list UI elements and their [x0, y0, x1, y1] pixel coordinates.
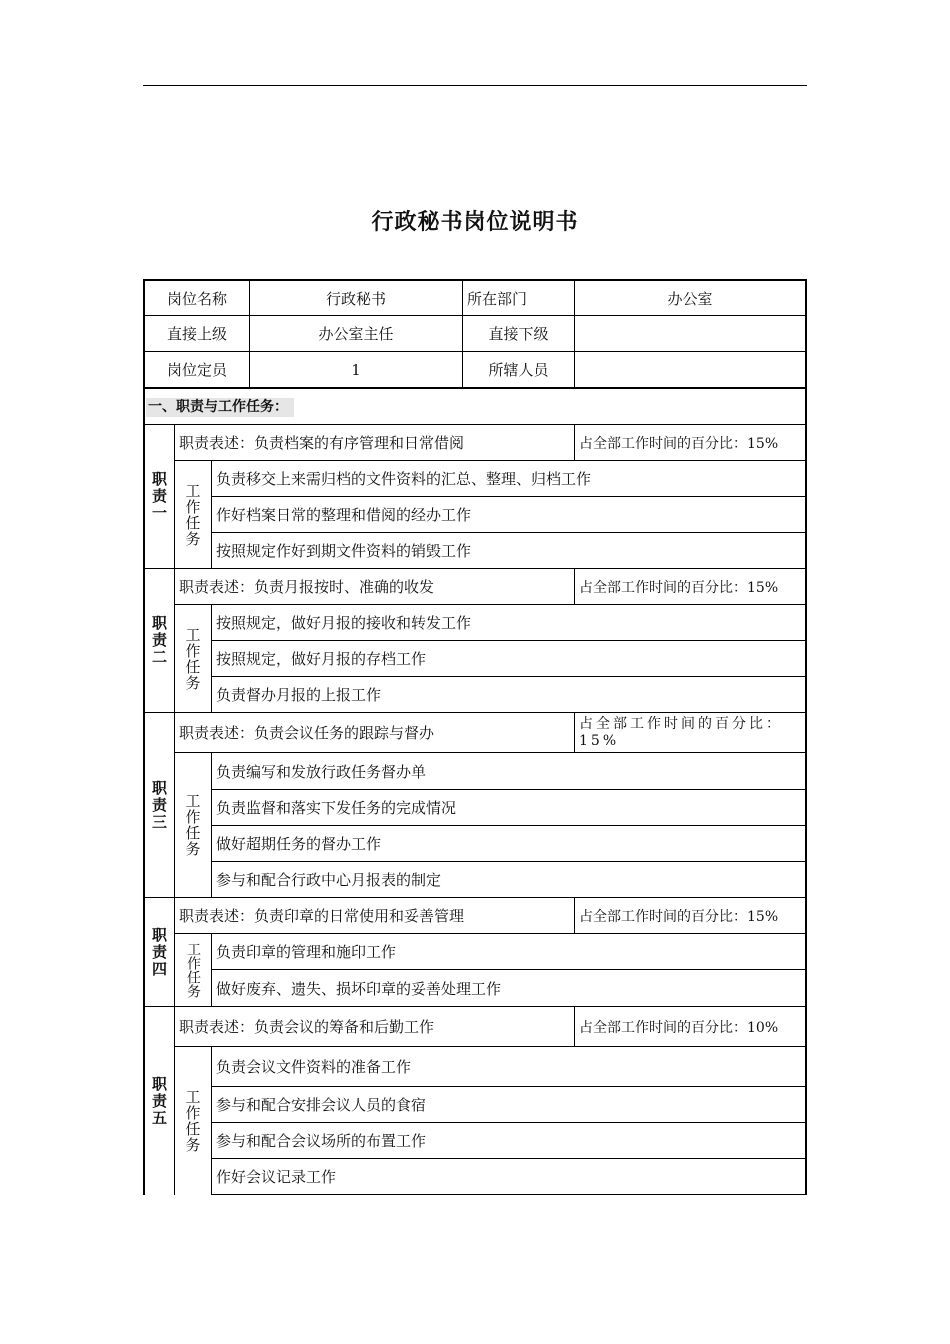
- duty-3-time-pct: 占全部工作时间的百分比：15%: [579, 715, 783, 749]
- subordinate-value: [575, 316, 805, 351]
- duty-5-task-label: 工作任务: [183, 1089, 202, 1153]
- duty-4-task-label: 工作任务: [185, 942, 201, 998]
- duty-5-label: 职责五: [150, 1075, 168, 1127]
- duty-1-task-3: 按照规定作好到期文件资料的销毁工作: [216, 542, 472, 560]
- headcount-label: 岗位定员: [166, 361, 227, 379]
- duty-3-label: 职责三: [150, 779, 168, 831]
- row-divider: [212, 1194, 805, 1195]
- row-divider: [145, 387, 805, 389]
- duty-4-time-pct: 占全部工作时间的百分比：15%: [579, 908, 779, 925]
- header-rule: [143, 85, 807, 86]
- duty-1-description: 职责表述：负责档案的有序管理和日常借阅: [179, 434, 465, 452]
- duty-3-task-2: 负责监督和落实下发任务的完成情况: [216, 799, 457, 817]
- headcount-value: 1: [351, 360, 361, 379]
- duty-4-task-1: 负责印章的管理和施印工作: [216, 943, 397, 961]
- duty-3-task-3: 做好超期任务的督办工作: [216, 835, 382, 853]
- duty-3-task-4: 参与和配合行政中心月报表的制定: [216, 871, 442, 889]
- managed-staff-label: 所辖人员: [488, 361, 549, 379]
- duty-1-task-label: 工作任务: [183, 482, 202, 547]
- duty-1-task-2: 作好档案日常的整理和借阅的经办工作: [216, 506, 472, 524]
- duty-2-task-3: 负责督办月报的上报工作: [216, 686, 382, 704]
- duty-2-label: 职责二: [150, 615, 168, 666]
- duty-5-task-3: 参与和配合会议场所的布置工作: [216, 1132, 427, 1150]
- duty-1-task-1: 负责移交上来需归档的文件资料的汇总、整理、归档工作: [216, 470, 592, 488]
- duty-2-task-label: 工作任务: [183, 626, 202, 691]
- duty-2-task-2: 按照规定，做好月报的存档工作: [216, 650, 427, 668]
- department-value: 办公室: [667, 289, 713, 308]
- duty-2-description: 职责表述：负责月报按时、准确的收发: [179, 578, 435, 596]
- duty-1-time-pct: 占全部工作时间的百分比：15%: [579, 435, 779, 452]
- superior-value: 办公室主任: [318, 325, 394, 343]
- duty-1-label: 职责一: [150, 471, 168, 522]
- superior-label: 直接上级: [166, 325, 227, 343]
- position-name-label: 岗位名称: [166, 289, 227, 308]
- duty-4-label: 职责四: [150, 926, 168, 978]
- duty-2-task-1: 按照规定，做好月报的接收和转发工作: [216, 614, 472, 632]
- duty-5-description: 职责表述：负责会议的筹备和后勤工作: [179, 1018, 435, 1036]
- subordinate-label: 直接下级: [488, 325, 549, 343]
- duty-3-task-1: 负责编写和发放行政任务督办单: [216, 762, 427, 781]
- duty-5-task-1: 负责会议文件资料的准备工作: [216, 1058, 412, 1076]
- duty-4-task-2: 做好废弃、遗失、损坏印章的妥善处理工作: [216, 979, 502, 998]
- duty-2-time-pct: 占全部工作时间的百分比：15%: [579, 579, 779, 596]
- duty-3-description: 职责表述：负责会议任务的跟踪与督办: [179, 724, 435, 742]
- department-label: 所在部门: [467, 289, 528, 308]
- duty-4-description: 职责表述：负责印章的日常使用和妥善管理: [179, 907, 465, 925]
- duty-5-time-pct: 占全部工作时间的百分比：10%: [579, 1019, 779, 1036]
- managed-staff-value: [575, 352, 805, 387]
- document-title: 行政秘书岗位说明书: [371, 210, 579, 235]
- position-name-value: 行政秘书: [325, 289, 386, 308]
- section-heading: 一、职责与工作任务：: [146, 398, 294, 417]
- duty-5-task-2: 参与和配合安排会议人员的食宿: [216, 1096, 427, 1114]
- duty-5-task-4: 作好会议记录工作: [216, 1168, 337, 1186]
- duty-3-task-label: 工作任务: [183, 793, 202, 857]
